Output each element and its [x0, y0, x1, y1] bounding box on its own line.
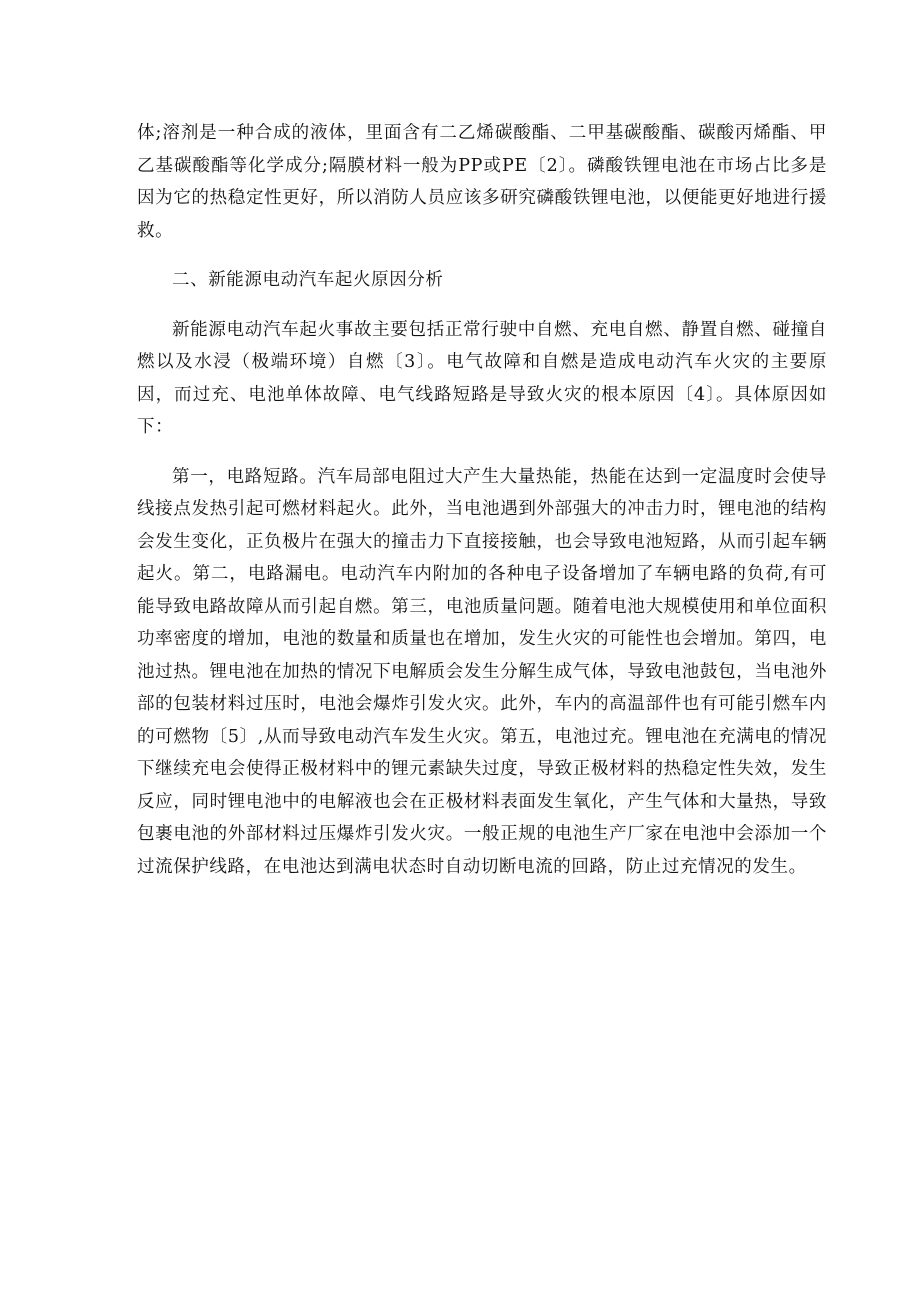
section-heading-fire-causes: 二、新能源电动汽车起火原因分析 [172, 270, 444, 290]
paragraph-continued-materials: 体;溶剂是一种合成的液体，里面含有二乙烯碳酸酯、二甲基碳酸酯、碳酸丙烯酯、甲乙基碳酸酯等化学成分;隔膜材料一般为PP或PE〔2〕。磷酸铁锂电池在市场占比多是因为它的热稳定性更好，所以消防人员应该多研究磷酸铁锂电池，以便能更好地进行援救。 [137, 123, 827, 241]
paragraph-spacer [137, 297, 827, 314]
paragraph-spacer [137, 247, 827, 264]
paragraph-specific-causes: 第一，电路短路。汽车局部电阻过大产生大量热能，热能在达到一定温度时会使导线接点发热引起可燃材料起火。此外，当电池遇到外部强大的冲击力时，锂电池的结构会发生变化，正负极片在强大的撞击力下直接接触，也会导致电池短路，从而引起车辆起火。第二，电路漏电。电动汽车内附加的各种电子设备增加了车辆电路的负荷,有可能导致电路故障从而引起自燃。第三，电池质量问题。随着电池大规模使用和单位面积功率密度的增加，电池的数量和质量也在增加，发生火灾的可能性也会增加。第四，电池过热。锂电池在加热的情况下电解质会发生分解生成气体，导致电池鼓包，当电池外部的包装材料过压时，电池会爆炸引发火灾。此外，车内的高温部件也有可能引燃车内的可燃物〔5〕,从而导致电动汽车发生火灾。第五，电池过充。锂电池在充满电的情况下继续充电会使得正极材料中的锂元素缺失过度，导致正极材料的热稳定性失效，发生反应，同时锂电池中的电解液也会在正极材料表面发生氧化，产生气体和大量热，导致包裹电池的外部材料过压爆炸引发火灾。一般正规的电池生产厂家在电池中会添加一个过流保护线路，在电池达到满电状态时自动切断电流的回路，防止过充情况的发生。 [137, 466, 827, 877]
paragraph-spacer [137, 444, 827, 461]
paragraph-fire-accident-types: 新能源电动汽车起火事故主要包括正常行驶中自燃、充电自燃、静置自燃、碰撞自燃以及水浸（极端环境）自燃〔3〕。电气故障和自燃是造成电动汽车火灾的主要原因，而过充、电池单体故障、电气线路短路是导致火灾的根本原因〔4〕。具体原因如下： [137, 319, 827, 437]
document-body [137, 117, 827, 883]
